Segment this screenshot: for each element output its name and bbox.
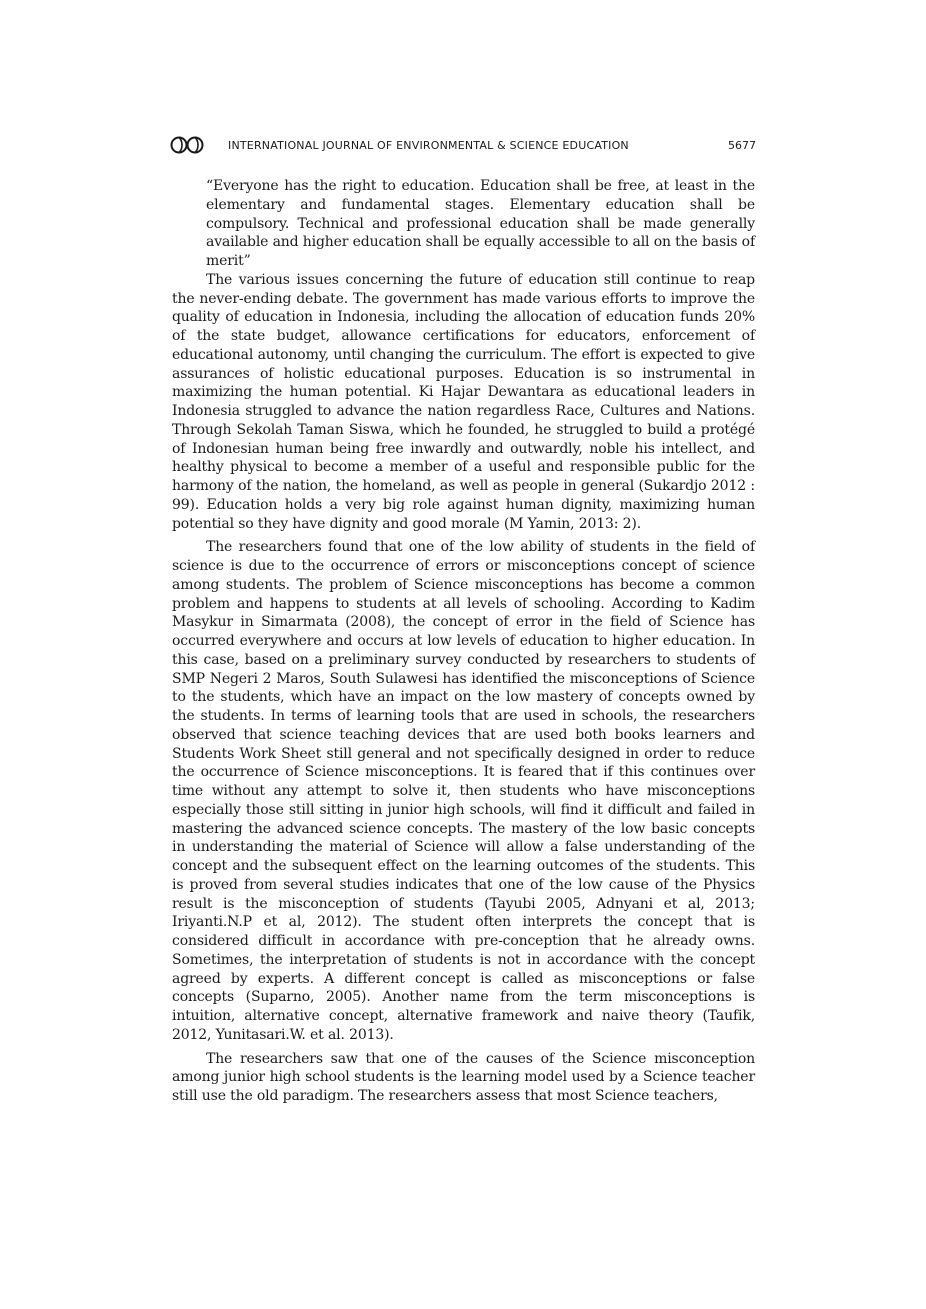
paragraph-learning-model: The researchers saw that one of the causes of the Science misconception among junior high school students is the learning model used by a Science teacher still use the old paradigm. The researchers assess that most Science teachers, xyxy=(172,1050,755,1104)
block-quote: “Everyone has the right to education. Education shall be free, at least in the elementary and fundamental stages. Elementary education shall be compulsory. Technical and professional education shall be made generally available and higher education shall be equally accessible to all on the basis of merit” xyxy=(206,178,755,269)
page-number: 5677 xyxy=(728,139,756,152)
journal-title: INTERNATIONAL JOURNAL OF ENVIRONMENTAL & SCIENCE EDUCATION xyxy=(228,139,629,152)
article-body xyxy=(172,177,755,1106)
journal-logo-icon xyxy=(170,135,204,155)
running-header xyxy=(170,133,756,159)
paragraph-misconceptions: The researchers found that one of the low ability of students in the field of science is due to the occurrence of errors or misconceptions concept of science among students. The problem of Science misconceptions has become a common problem and happens to students at all levels of schooling. According to Kadim Masykur in Simarmata (2008), the concept of error in the field of Science has occurred everywhere and occurs at low levels of education to higher education. In this case, based on a preliminary survey conducted by researchers to students of SMP Negeri 2 Maros, South Sulawesi has identified the misconceptions of Science to the students, which have an impact on the low mastery of concepts owned by the students. In terms of learning tools that are used in schools, the researchers observed that science teaching devices that are used both books learners and Students Work Sheet still general and not specifically designed in order to reduce the occurrence of Science misconceptions. It is feared that if this continues over time without any attempt to solve it, then students who have misconceptions especially those still sitting in junior high schools, will find it difficult and failed in mastering the advanced science concepts. The mastery of the low basic concepts in understanding the material of Science will allow a false understanding of the concept and the subsequent effect on the learning outcomes of the students. This is proved from several studies indicates that one of the low cause of the Physics result is the misconception of students (Tayubi 2005, Adnyani et al, 2013; Iriyanti.N.P et al, 2012). The student often interprets the concept that is considered difficult in accordance with pre-conception that he already owns. Sometimes, the interpretation of students is not in accordance with the concept agreed by experts. A different concept is called as misconceptions or false concepts (Suparno, 2005). Another name from the term misconceptions is intuition, alternative concept, alternative framework and naive theory (Taufik, 2012, Yunitasari.W. et al. 2013). xyxy=(172,539,755,1043)
paragraph-education-issues: The various issues concerning the future of education still continue to reap the never-ending debate. The government has made various efforts to improve the quality of education in Indonesia, including the allocation of education funds 20% of the state budget, allowance certifications for educators, enforcement of educational autonomy, until changing the curriculum. The effort is expected to give assurances of holistic educational purposes. Education is so instrumental in maximizing the human potential. Ki Hajar Dewantara as educational leaders in Indonesia struggled to advance the nation regardless Race, Cultures and Nations. Through Sekolah Taman Siswa, which he founded, he struggled to build a protégé of Indonesian human being free inwardly and outwardly, noble his intellect, and healthy physical to become a member of a useful and responsible public for the harmony of the nation, the homeland, as well as people in general (Sukardjo 2012 : 99). Education holds a very big role against human dignity, maximizing human potential so they have dignity and good morale (M Yamin, 2013: 2). xyxy=(172,271,755,532)
